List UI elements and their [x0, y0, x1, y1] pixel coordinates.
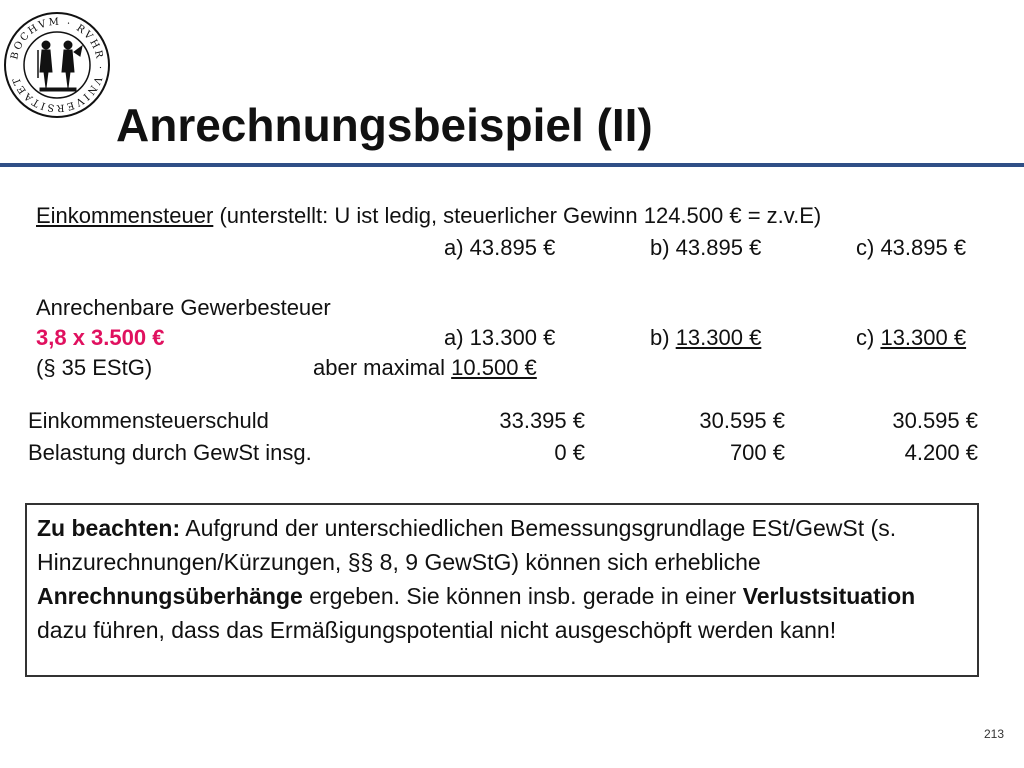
income-tax-label: Einkommensteuer — [36, 203, 214, 228]
title-divider — [0, 163, 1024, 167]
burden-b: 700 € — [729, 440, 785, 465]
law-reference: (§ 35 EStG) — [36, 355, 153, 380]
creditable-c — [856, 325, 966, 351]
note-heading: Zu beachten: — [37, 515, 181, 541]
university-seal-logo — [2, 10, 112, 120]
note-emphasis-2: Verlustsituation — [742, 583, 916, 609]
burden-label: Belastung durch GewSt insg. — [28, 440, 312, 465]
creditable-trade-tax-label: Anrechenbare Gewerbesteuer — [36, 295, 331, 320]
creditable-b — [650, 325, 761, 351]
liability-label: Einkommensteuerschuld — [28, 408, 269, 433]
creditable-c-value: 13.300 € — [880, 325, 967, 350]
liability-c: 30.595 € — [892, 408, 978, 433]
page-number: 213 — [984, 727, 1005, 741]
note-text-1: Aufgrund der unterschiedlichen Bemessungsgrundlage ESt/GewSt (s. Hinzurechnungen/Kürzungen, §§ 8, 9 GewStG) können sich erhebliche — [37, 515, 897, 575]
svg-text:BOCHVM · RVHR · VNIVERSITAET: BOCHVM · RVHR · VNIVERSITAET — [9, 16, 106, 114]
slide-title: Anrechnungsbeispiel (II) — [116, 99, 653, 151]
maximum-credit — [313, 355, 537, 381]
maximum-value: 10.500 € — [451, 355, 537, 380]
income-tax-c: c) 43.895 € — [856, 235, 967, 260]
creditable-b-prefix: b) — [650, 325, 676, 350]
liability-a: 33.395 € — [499, 408, 585, 433]
income-tax-line — [36, 203, 821, 229]
creditable-formula: 3,8 x 3.500 € — [36, 325, 165, 350]
creditable-a: a) 13.300 € — [444, 325, 556, 350]
creditable-b-value: 13.300 € — [675, 325, 762, 350]
income-tax-assumption: (unterstellt: U ist ledig, steuerlicher Gewinn 124.500 € = z.v.E) — [219, 203, 822, 228]
income-tax-a: a) 43.895 € — [444, 235, 556, 260]
liability-b: 30.595 € — [699, 408, 785, 433]
burden-a: 0 € — [554, 440, 585, 465]
income-tax-b: b) 43.895 € — [650, 235, 762, 260]
burden-c: 4.200 € — [904, 440, 978, 465]
note-text-2: ergeben. Sie können insb. gerade in einer — [302, 583, 743, 609]
note-box — [25, 503, 979, 677]
creditable-c-prefix: c) — [856, 325, 881, 350]
maximum-prefix: aber maximal — [313, 355, 452, 380]
note-text-3: dazu führen, dass das Ermäßigungspotential nicht ausgeschöpft werden kann! — [37, 617, 837, 643]
note-emphasis-1: Anrechnungsüberhänge — [37, 583, 303, 609]
